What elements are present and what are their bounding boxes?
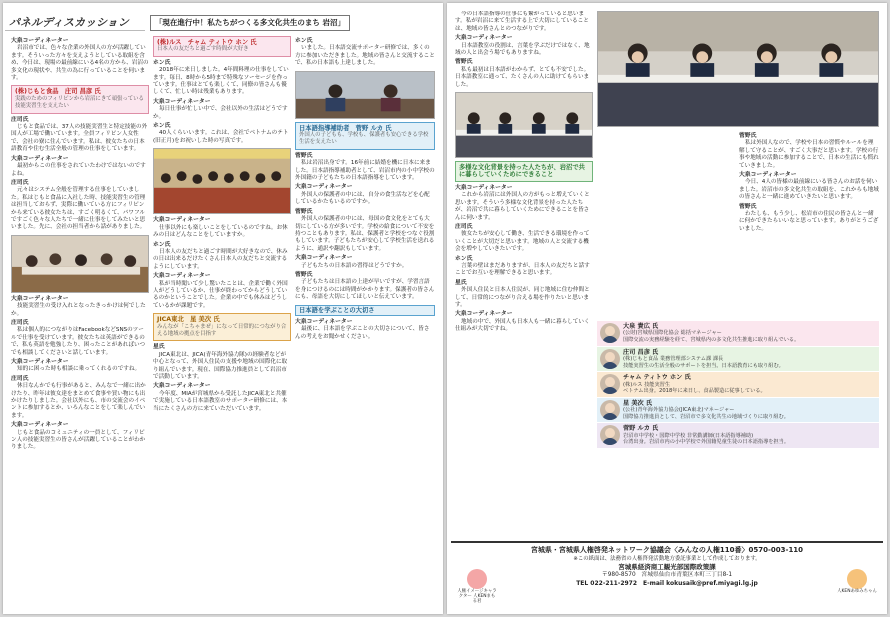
left-col-1 [11,36,149,614]
portrait-photo [600,374,620,394]
photo-image [154,149,290,213]
paragraph: 私は個人的につながりはFacebookなどSNSのツールで仕事を受けています。彼女たちは英語ができるので、私も英語を勉強したり、困ったことがあればいつでも相談してくださいと話しています。 [11,327,146,356]
speaker: 大泉コーディネーター [295,318,353,325]
speaker: 庄司氏 [11,375,29,382]
speaker-headline: 実践のためのフィリピンから岩沼にきて頑張っている技能実習生を支えたい [15,95,144,110]
paragraph: これから岩沼には外国人の方がもっと増えていくと思います。そういう多様な文化背景を持った人たちが、岩沼で共に暮らしていくためにできることを皆さんに伺います。 [455,192,590,221]
right-page [447,3,887,614]
section-heading: 日本語を学ぶことの大切さ [299,306,375,314]
paragraph: 岩沼市では、色々な企業の外国人の方が活躍しています。そういった方々を支えようとしている取組を含め、今日は、現場の最前線にいる4名の方から、岩沼の多文化の現状や、共生の為に行っていることを伺います。 [11,45,149,82]
profile-role: (株)じもと食品 業務管理部システム課 課長 [623,356,724,362]
footer-note: ※この紙面は、法務省の人権啓発活動地方委託事業として作成しております。 [573,556,761,562]
paragraph: 今の日本語指導の仕事にも繋がっていると思います。私が岩沼に来て生活する上で大切にしていることは、地域の皆さんとのつながりです。 [455,11,589,32]
panelist-profiles [597,321,879,533]
paragraph: 私は外国人なので、学校や日本の習慣やルールを理解して守ることが、すごく大事だと思います。学校の行事や地域の活動に参加することで、日本の生活にも慣れていきました。 [739,140,879,169]
paragraph: わたしも、もう少し、松岩市の住民の皆さんと一緒に何かできたらいいなと思っています。ありがとうございました。 [739,211,879,232]
mascot-left [457,569,497,604]
photo-image [456,93,592,157]
paragraph: 最後に、日本語を学ぶことの大切さについて、皆さんの考えをお聞かせください。 [295,326,430,340]
speaker: 星氏 [153,344,165,351]
profile-name: 庄司 昌彦 氏 [623,348,659,356]
photo-image [12,236,148,292]
right-photo-area [597,11,879,129]
paragraph: 外国人住民と日本人住民が、同じ地域に住む仲間として、日常的につながり合える場を作りたいと思います。 [455,287,590,308]
mascot-icon [847,569,867,589]
photo-tet-celebration [153,148,291,214]
speaker: ホン氏 [153,241,171,248]
speaker: 大泉コーディネーター [739,172,797,179]
paragraph: 外国人の保護者の中には、自分の食生活などを心配しているかたもいるのですか。 [295,191,430,206]
profile-role: (公財)宮城県国際化協会 総括マネージャー [623,330,722,337]
speaker: 大泉コーディネーター [455,184,513,191]
paragraph: 日本語教室の役割は、言葉を学ぶだけではなく、地域の人と出会う場でもありますね。 [455,42,590,57]
paragraph: いました。日本語交流サポーター研修では、多くの方に参加いただきました。地域の皆さんと交流することで、私の日本語も上達しました。 [295,45,435,67]
speaker-headline: みんなが「こちゃまぜ」になって日常的につながり合える地域の拠点を目指す [157,323,287,337]
paragraph: 地域の中で、外国人も日本人も一緒に暮らしていく仕組みが大切ですね。 [455,318,590,333]
right-col-3 [739,131,879,311]
paragraph: 私も最初は日本語がわからず、とても不安でした。日本語教室に通って、たくさんの人に助けてもらいました。 [455,66,590,88]
profile-kanno [597,423,879,449]
profile-name: 大泉 貴広 氏 [623,323,659,330]
mascot-caption: 人KENあゆみちゃん [837,589,877,594]
paragraph: JICA東北は、JICA(青年海外協力隊)の経験者などが中心となって、外国人住民の支援や地域の国際化に取り組んでいます。現在、国際協力推進員として岩沼市で活動しています。 [153,351,288,380]
mascot-icon [467,569,487,589]
profile-name: 菅野 ルカ 氏 [623,425,659,433]
paragraph: 最初からこの仕事をされていたわけではないのですよね。 [11,163,146,177]
photo-panelists-table [597,11,879,127]
speaker: ホン氏 [153,123,171,130]
speaker: 大泉コーディネーター [11,38,69,44]
speaker: ホン氏 [295,38,313,44]
portrait-photo [600,400,620,420]
speaker: ホン氏 [455,255,473,262]
speaker: 菅野氏 [739,133,757,139]
speaker-name: (株)ルス チャム ティトウ ホン 氏 [157,39,257,46]
speaker-box-hoshi [153,313,291,341]
paragraph: 私は岩沼出身です。16年前に結婚を機に日本に来ました。日本語指導補助者として、岩沼市内の小中学校の外国籍の子どもたちの日本語指導をしています。 [295,160,435,182]
footer-contact: TEL 022-211-2972 E-mail kokusaik@pref.miyagi.lg.jp [576,579,758,587]
profile-desc: 技能実習生の生活全般のサポートを担当。日本語教育にも取り組む。 [623,362,784,369]
paragraph: 知的に困った時も相談に乗ってくれるのですね。 [17,366,141,373]
speaker: 大泉コーディネーター [455,35,513,42]
speaker: 菅野氏 [455,59,473,66]
speaker-headline: 外国人の子どもも、学校も、保護者も安心できる学校生活を支えたい [299,132,429,146]
paragraph: 2018年に来日しました。4年間料理の仕事をしています。毎日、8時から5時まで特殊なソーセージを作っています。仕事はとても楽しくて、同僚の皆さんも優しくて、忙しい時は残業もあります。 [153,67,289,96]
right-col-1 [455,11,593,614]
portrait-photo [600,349,620,369]
profile-role: 岩沼市中学校・国際中学校 非常勤講師(日本語指導補助) [623,432,754,439]
photo-image [296,72,434,118]
speaker: 大泉コーディネーター [153,273,211,280]
portrait-photo [600,425,620,445]
speaker: 庄司氏 [11,179,29,186]
profile-desc: 国際交流の実務経験を経て、宮城県内の多文化共生推進に取り組んでいる。 [623,337,800,343]
speaker-name: 日本語指導補助者 菅野 ルカ 氏 [299,124,392,132]
footer [451,541,883,609]
footer-org: 宮城県・宮城県人権啓発ネットワーク協議会〈みんなの人権110番〉0570-003-110 [530,546,804,554]
profile-desc: 国際協力推進員として、岩沼市で多文化共生の地域づくりに取り組む。 [623,413,789,420]
paragraph: 今日、4人の皆様の最前線にいる皆さんのお話を伺いました。岩沼市の多文化共生の取組を、これからも地域の皆さんと一緒に進めていきたいと思います。 [739,179,879,201]
paragraph: 仕事以外にも楽しいことをしているのですね。お休みの日はどんなことをしていますか。 [153,224,288,239]
speaker: 菅野氏 [739,203,757,210]
speaker-box-shoji [11,85,149,113]
speaker: 菅野氏 [295,271,313,278]
portrait-photo [600,323,620,343]
profile-desc: ベトナム出身。2018年に来日し、食品製造に従事している。 [623,388,766,395]
speaker: ホン氏 [153,59,171,66]
profile-hoshi [597,398,879,424]
speaker: 大泉コーディネーター [295,255,353,262]
profile-name: チャム ティトウ ホン 氏 [623,374,691,382]
speaker-name: JICA東北 星 美次 氏 [157,316,220,324]
panel-discussion-banner: パネルディスカッション [5,15,145,31]
photo-workers-meeting [11,235,149,293]
profile-shoji [597,347,879,373]
speaker: 菅野氏 [295,152,313,159]
paragraph: 外国人の保護者の中には、母国の食文化をとても大切にしている方が多いです。学校の給食について不安を持つこともあります。私は、保護者と学校をつなぐ役割もしています。子どもたちが安心して学校生活を送れるように、通訳や翻訳もしています。 [295,216,435,252]
paragraph: 技能実習生の受け入れとなったきっかけは何でしたか。 [11,303,146,317]
profile-role: (公社)青年海外協力協会(JICA東北)マネージャー [623,407,735,414]
profile-name: 星 美次 氏 [623,399,653,407]
paragraph: 毎日仕事が忙しい中で、会社以外の生活はどうですか。 [153,106,288,120]
paragraph: 40人くらいいます。これは、会社でベトナムのテト(旧正月)をお祝いした時の写真です。 [153,130,289,144]
speaker: 大泉コーディネーター [11,295,69,302]
speaker: 庄司氏 [455,223,473,230]
section-heading: 多様な文化背景を持った人たちが、岩沼で共に暮らしていくためにできること [459,164,585,179]
speaker-box-hon [153,36,291,57]
speaker-name: (株)じもと食品 庄司 昌彦 氏 [15,88,101,96]
photo-image [598,12,878,126]
paragraph: 元々はシステム全般を管理する仕事をしていました。私はじもと食品に入社した時、技能実習生の管理は担当しておらず、実際に働いている方にフィリピンから来ている彼女たちは、すごく明るくて、パワフルですごく色々な人たちで一緒に仕事をしてみたいと思いました。先に、会社の担当者から話がありました。 [11,187,146,231]
profile-hon [597,372,879,398]
speaker: 大泉コーディネーター [455,311,513,318]
photo-panel-stage [455,92,593,158]
speaker: 大泉コーディネーター [153,98,211,105]
speaker: 大泉コーディネーター [295,184,353,191]
paragraph: 子どもたちは日本語の上達が早いですが、学習言語を身につけるのには時間がかかります。保護者の皆さんにも、母語を大切にしてほしいと伝えています。 [295,279,435,301]
speaker-box-kanno [295,122,435,150]
speaker: 大泉コーディネーター [11,422,69,429]
profile-role: (株)ルス 技能実習生 [623,381,671,388]
section-heading-box [295,305,435,316]
paragraph: 彼女たちが安心して働き、生活できる環境を作っていくことが大切だと思います。地域の人と交流する機会を増やしていきたいです。 [455,231,590,253]
article-title: 「現在進行中！私たちがつくる多文化共生のまち 岩沼」 [150,15,350,31]
speaker: 菅野氏 [295,208,313,215]
mascot-caption: 人権イメージキャラクター 人KENまもる君 [457,589,497,604]
paragraph: 子どもたちの日本語の習得はどうですか。 [301,262,408,269]
speaker-headline: 日本人の友だちと過ごす時間が大好き [157,46,249,53]
profile-desc: 台湾出身。岩沼市内の小中学校で外国籍児童生徒の日本語指導を担当。 [623,439,790,446]
paragraph: 日本人の友だちと過ごす時間が大好きなので、休みの日は出来るだけたくさん日本人の友だちと交流するようにしています。 [153,248,288,270]
footer-office: 宮城県経済商工観光部国際政策課 [618,563,716,572]
paragraph: 私が当時聞いて少し驚いたことは、企業で働く外国人がどうしているか、仕事が終わってからどうしているのかということでした。企業の中でも休みはどうしているかが課題です。 [153,280,288,309]
left-col-3 [295,36,435,614]
footer-address: 〒980-8570 宮城県仙台市青葉区本町三丁目8-1 [601,572,733,579]
mascot-right [837,569,877,594]
photo-interpreter [295,71,435,119]
speaker: 庄司氏 [11,319,29,326]
paragraph: じもと食品では、37人の技能実習生と特定技能の外国人が工場で働いています。全員フィリピン人女性で、会社の寮に住んでいます。私は、彼女たちの日本語教育や住む生活全般の管理の仕事をしています。 [11,124,148,153]
speaker: 大泉コーディネーター [11,155,69,162]
speaker: 庄司氏 [11,116,29,123]
speaker: 大泉コーディネーター [153,383,211,390]
section-heading-box-green [455,161,593,182]
left-col-2 [153,36,291,614]
speaker: 大泉コーディネーター [11,359,69,365]
paragraph: じもと食品のコミュニティの一員として、フィリピン人の技能実習生の皆さんが活躍していることがわかりました。 [11,429,146,451]
paragraph: 今年度、MIAが宮城県から受託したJICA東北と共催で実施している日本語教室のサポーター研修には、本当にたくさんの方に来ていただいています。 [153,390,288,412]
speaker: 大泉コーディネーター [153,217,211,224]
profile-oizumi [597,321,879,347]
paragraph: 言葉の壁はまだありますが、日本人の友だちと話すことでお互いを理解できると思います。 [455,262,590,277]
left-page [3,3,443,614]
speaker: 星氏 [455,279,467,286]
paragraph: 休日なんかでも行事があると、みんなで一緒に出かけたり、昨年は彼女達をまとめて食事や買い物にも出かけたりしました。会社以外にも、市の交流会のイベントに参加するとか、いろんなことをして楽しんでいます。 [11,383,146,419]
